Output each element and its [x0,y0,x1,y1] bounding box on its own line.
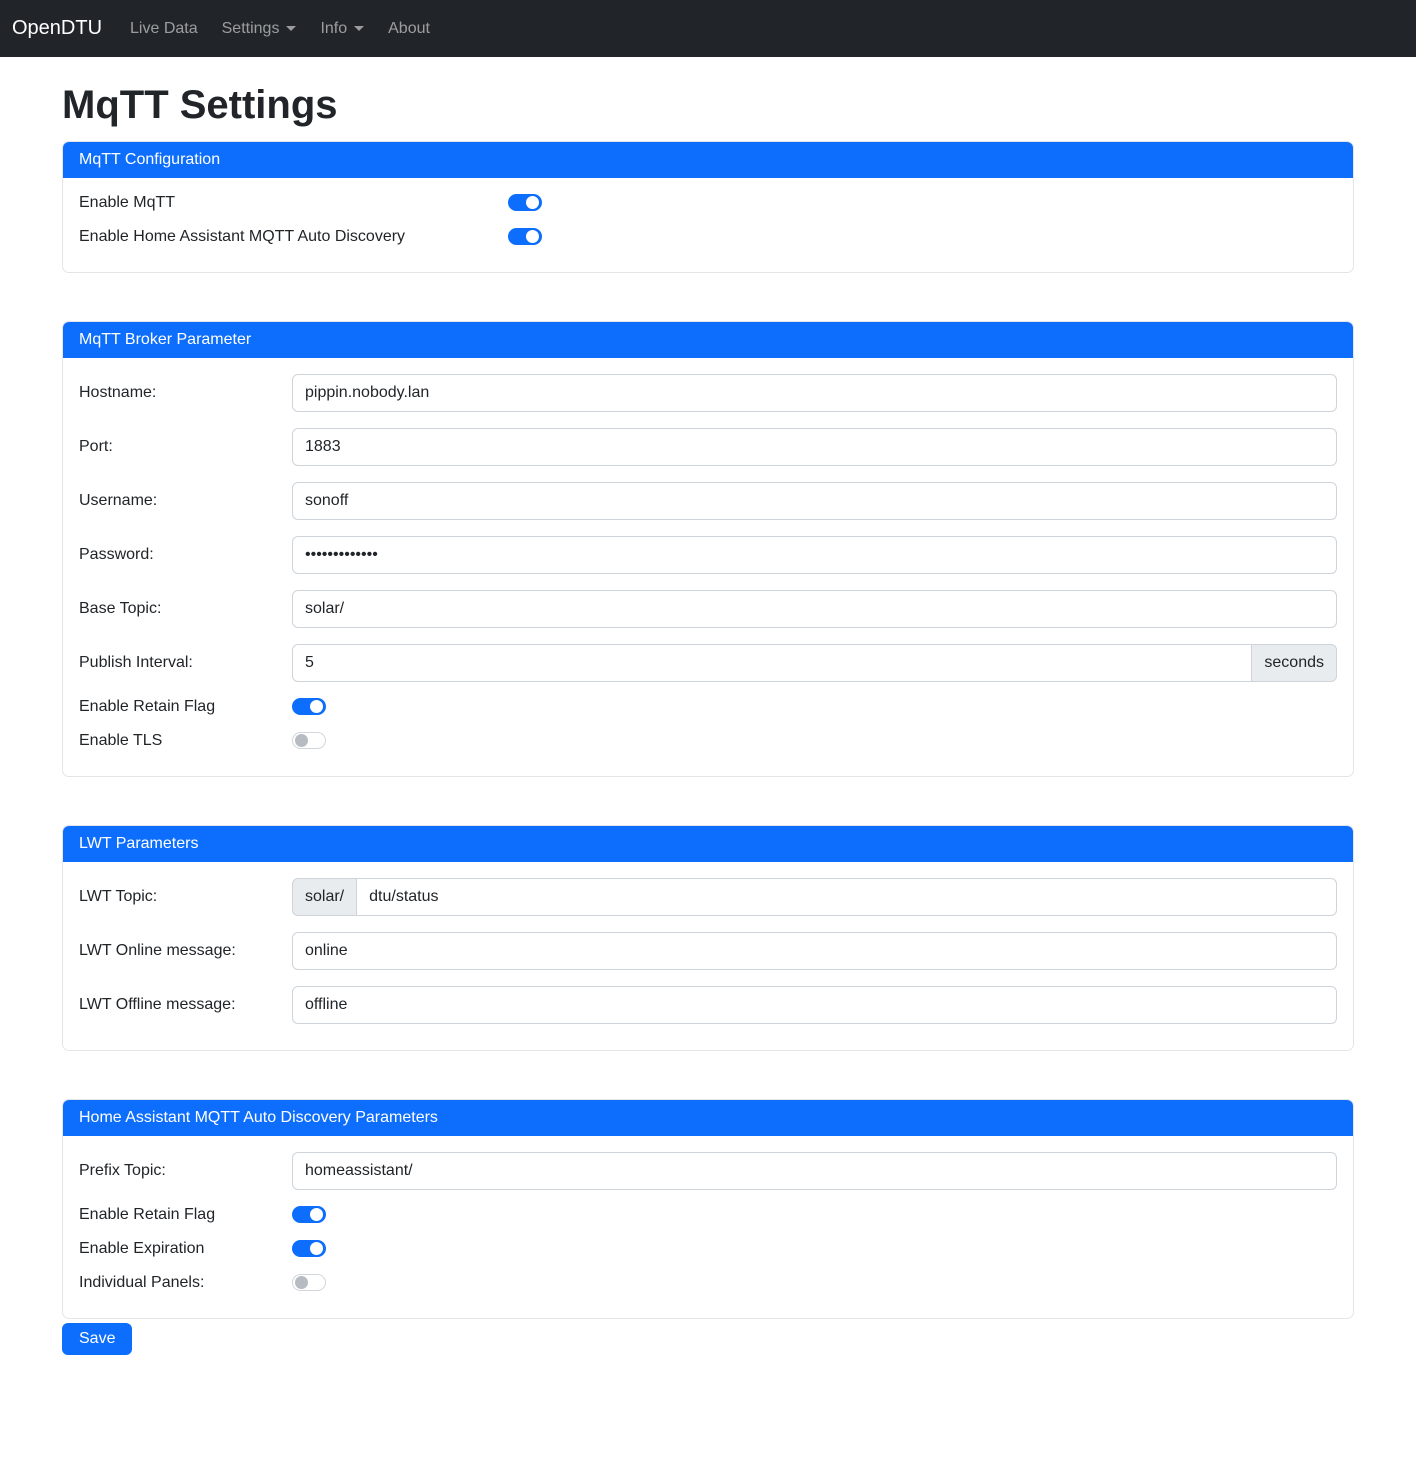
lwt-topic-row [79,878,1337,916]
toggle-knob [310,700,323,713]
chevron-down-icon [354,26,364,31]
port-row [79,428,1337,466]
toggle-knob [526,196,539,209]
card-body [63,1136,1353,1318]
field-label: Hostname: [79,384,157,401]
toggle-knob [310,1242,323,1255]
prefix-topic-input[interactable] [292,1152,1337,1190]
nav-item-label: Live Data [130,19,198,37]
hass-discovery-card [62,1099,1354,1319]
nav-item-about[interactable] [380,12,438,46]
field-label: LWT Online message: [79,942,236,959]
field-label: Individual Panels: [79,1274,205,1291]
field-label: Enable Retain Flag [79,698,216,715]
field-label: Port: [79,438,113,455]
enable-hass-discovery-toggle[interactable] [508,228,542,245]
card-header: MqTT Configuration [63,142,1353,178]
card-body [63,358,1353,776]
lwt-online-input[interactable] [292,932,1337,970]
seconds-addon: seconds [1251,644,1337,682]
toggle-knob [295,734,308,747]
card-header: Home Assistant MQTT Auto Discovery Parameters [63,1100,1353,1136]
port-input[interactable] [292,428,1337,466]
username-input[interactable] [292,482,1337,520]
individual-panels-toggle[interactable] [292,1274,326,1291]
main-content [0,57,1416,1355]
card-body [63,178,1353,272]
nav-item-label: Info [320,19,348,37]
field-label: Username: [79,492,158,509]
hostname-input[interactable] [292,374,1337,412]
toggle-knob [295,1276,308,1289]
username-row [79,482,1337,520]
field-label: Base Topic: [79,600,162,617]
expiration-row [79,1240,1337,1258]
expiration-toggle[interactable] [292,1240,326,1257]
field-label: Enable MqTT [79,194,176,211]
password-input[interactable] [292,536,1337,574]
field-label: Enable Home Assistant MQTT Auto Discovery [79,228,406,245]
publish-interval-row [79,644,1337,682]
publish-interval-input[interactable] [292,644,1252,682]
card-header: MqTT Broker Parameter [63,322,1353,358]
base-topic-input[interactable] [292,590,1337,628]
top-navbar [0,0,1416,57]
field-label: Password: [79,546,154,563]
lwt-offline-input[interactable] [292,986,1337,1024]
lwt-online-row [79,932,1337,970]
nav-item-info[interactable] [312,12,372,46]
hostname-row [79,374,1337,412]
card-body [63,862,1353,1050]
card-header: LWT Parameters [63,826,1353,862]
lwt-topic-input[interactable] [356,878,1337,916]
chevron-down-icon [286,26,296,31]
mqtt-broker-card [62,321,1354,777]
tls-row [79,732,1337,750]
nav-item-settings[interactable] [214,12,305,46]
hass-retain-row [79,1206,1337,1224]
enable-mqtt-toggle[interactable] [508,194,542,211]
save-button[interactable]: Save [62,1323,132,1355]
field-label: Prefix Topic: [79,1162,166,1179]
prefix-topic-row [79,1152,1337,1190]
tls-toggle[interactable] [292,732,326,749]
lwt-offline-row [79,986,1337,1024]
retain-flag-row [79,698,1337,716]
base-topic-row [79,590,1337,628]
field-label: LWT Topic: [79,888,158,905]
toggle-knob [526,230,539,243]
nav-item-live-data[interactable] [122,12,206,46]
field-label: Enable Expiration [79,1240,205,1257]
nav-item-label: About [388,19,430,37]
lwt-topic-prefix-addon: solar/ [292,878,357,916]
brand-opendtu[interactable]: OpenDTU [12,17,103,39]
mqtt-configuration-card [62,141,1354,273]
field-label: LWT Offline message: [79,996,236,1013]
retain-flag-toggle[interactable] [292,698,326,715]
field-label: Enable Retain Flag [79,1206,216,1223]
enable-hass-discovery-row [79,228,1337,246]
toggle-knob [310,1208,323,1221]
page-title: MqTT Settings [62,83,338,127]
enable-mqtt-row [79,194,1337,212]
nav-item-label: Settings [221,19,280,37]
lwt-parameters-card [62,825,1354,1051]
password-row [79,536,1337,574]
individual-panels-row [79,1274,1337,1292]
field-label: Publish Interval: [79,654,193,671]
hass-retain-toggle[interactable] [292,1206,326,1223]
field-label: Enable TLS [79,732,163,749]
